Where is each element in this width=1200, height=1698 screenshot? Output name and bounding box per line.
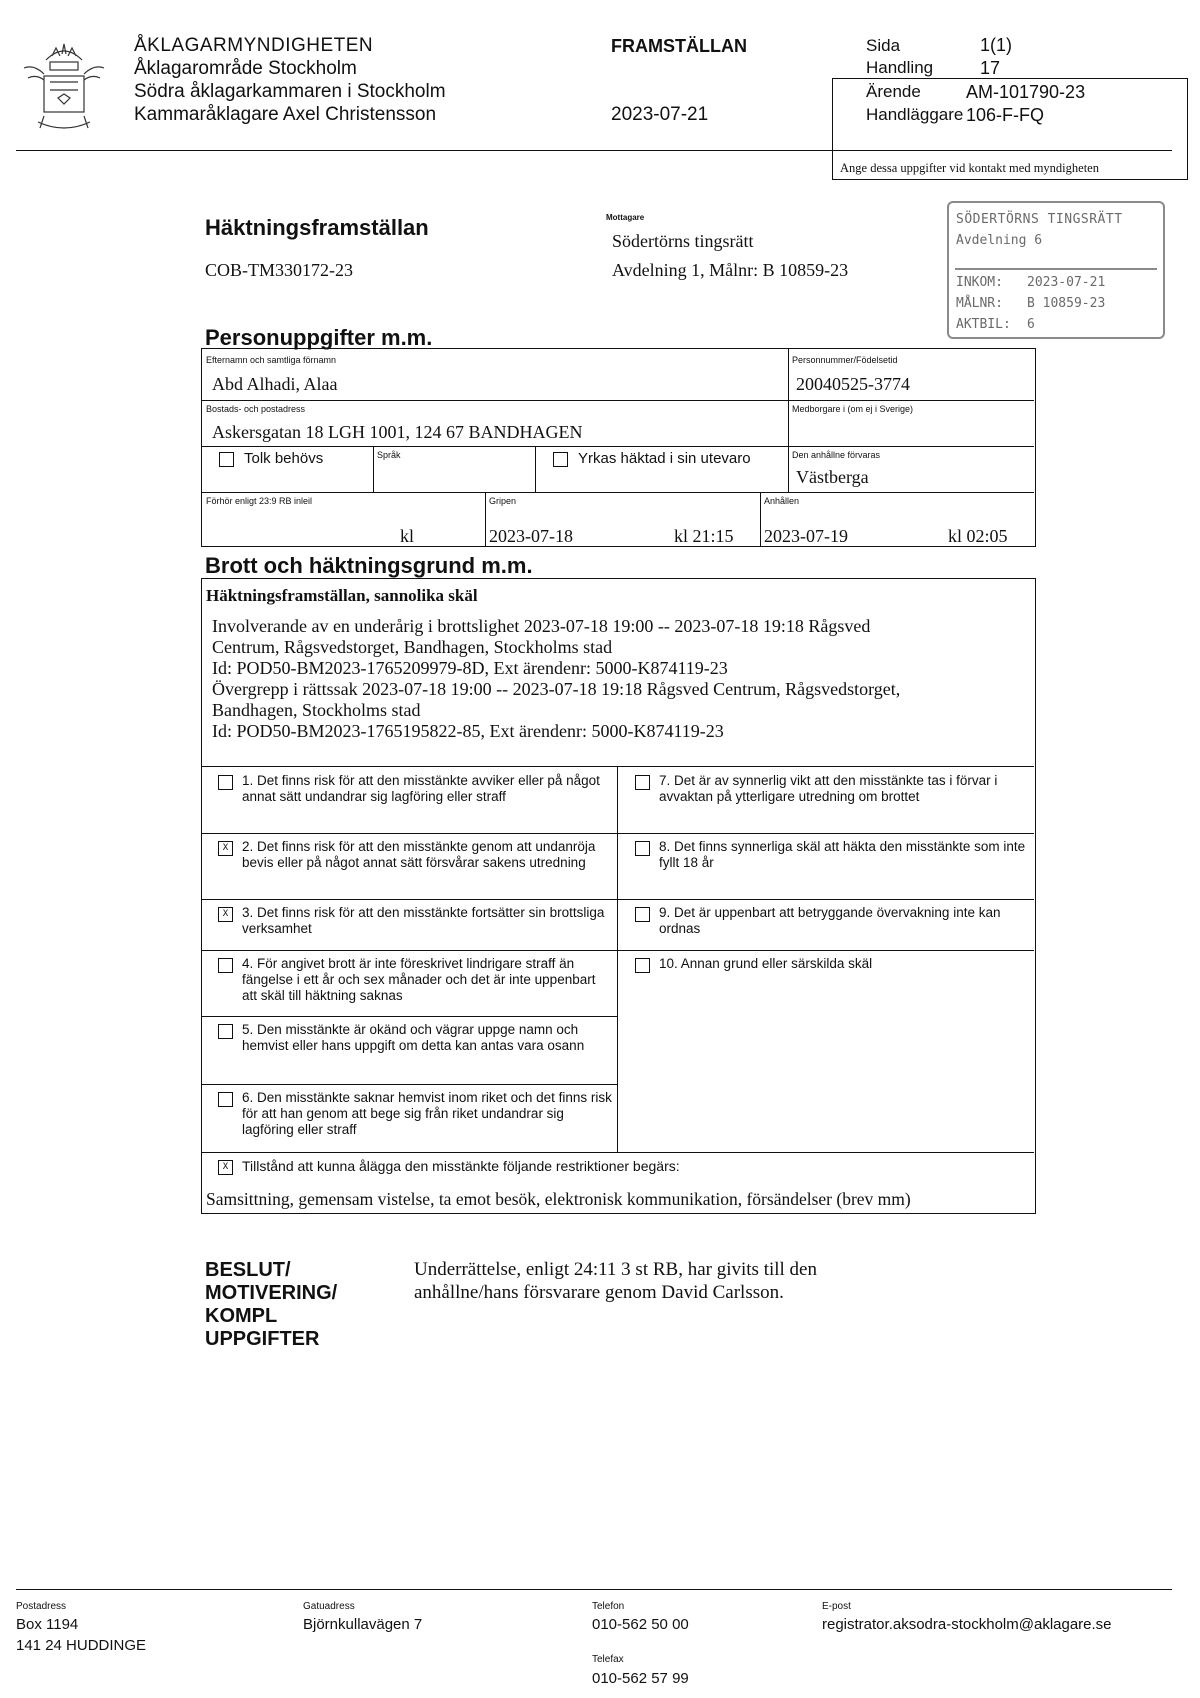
meta-label-case: Ärende [866,82,921,101]
court-received-stamp [947,201,1165,339]
id-label: Personnummer/Födelsetid [792,355,898,365]
language-label: Språk [377,450,401,460]
held-value: Västberga [796,467,869,487]
recipient-division: Avdelning 1, Målnr: B 10859-23 [612,260,849,280]
meta-label-page: Sida [866,36,901,55]
meta-value-page: 1(1) [980,35,1013,55]
personal-data-table [201,348,1036,547]
arrested-date: 2023-07-19 [764,526,848,546]
seized-time: kl 21:15 [674,526,734,546]
meta-label-handler: Handläggare [866,105,964,124]
contact-note: Ange dessa uppgifter vid kontakt med myndigheten [840,161,1099,175]
stamp-label-received: INKOM: [956,275,1003,290]
agency-name: ÅKLAGARMYNDIGHETEN [134,35,374,56]
ground-10-text: 10. Annan grund eller särskilda skäl [659,956,873,971]
ground-1-text: 1. Det finns risk för att den misstänkte avviker eller på något annat sätt undandrar sig lagföring eller straff [242,773,600,804]
recipient-court: Södertörns tingsrätt [612,231,754,251]
meta-value-document: 17 [980,58,1001,78]
footer-phone: 010-562 50 00 [592,1616,689,1633]
decision-label: BESLUT/ MOTIVERING/ KOMPL UPPGIFTER [205,1259,338,1350]
interpreter-checkbox[interactable] [219,452,234,467]
ground-2-checkbox[interactable]: X [218,841,233,856]
crime-line-1: Involverande av en underårig i brottslighet 2023-07-18 19:00 -- 2023-07-18 19:18 Rågsved [212,616,871,636]
absentia-checkbox[interactable] [553,452,568,467]
agency-prosecutor: Kammaråklagare Axel Christensson [134,104,437,125]
address-value: Askersgatan 18 LGH 1001, 124 67 BANDHAGEN [212,422,583,442]
id-value: 20040525-3774 [796,374,910,394]
ground-3-text: 3. Det finns risk för att den misstänkte fortsätter sin brottsliga verksamhet [242,905,605,936]
held-label: Den anhållne förvaras [792,450,881,460]
ground-5-checkbox[interactable] [218,1024,233,1039]
ground-10-checkbox[interactable] [635,958,650,973]
ground-4-checkbox[interactable] [218,958,233,973]
stamp-value-case: B 10859-23 [1027,296,1106,311]
crime-heading: Häktningsframställan, sannolika skäl [206,586,478,605]
footer-fax-label: Telefax [592,1654,624,1665]
citizen-label: Medborgare i (om ej i Sverige) [792,404,914,414]
stamp-court: SÖDERTÖRNS TINGSRÄTT [956,212,1123,227]
crime-line-2: Centrum, Rågsvedstorget, Bandhagen, Stockholms stad [212,637,613,657]
footer-street-label: Gatuadress [303,1601,355,1612]
stamp-label-exhibit: AKTBIL: [956,317,1011,332]
header-divider [16,150,1172,151]
ground-9-text: 9. Det är uppenbart att betryggande övervakning inte kan ordnas [659,905,1001,936]
ground-8-checkbox[interactable] [635,841,650,856]
footer-postal-line-1: Box 1194 [16,1616,79,1633]
meta-value-case: AM-101790-23 [966,82,1086,102]
crime-line-3: Id: POD50-BM2023-1765209979-8D, Ext ärendenr: 5000-K874119-23 [212,658,728,678]
footer-email[interactable]: registrator.aksodra-stockholm@aklagare.se [822,1616,1112,1633]
crime-line-5: Bandhagen, Stockholms stad [212,700,421,720]
footer-email-label: E-post [822,1601,851,1612]
footer-fax: 010-562 57 99 [592,1670,689,1687]
ground-4-text: 4. För angivet brott är inte föreskrivet lindrigare straff än fängelse i ett år och sex månader och det är inte uppenbart att skäl till häktning saknas [242,956,596,1003]
ground-3-checkbox[interactable]: X [218,907,233,922]
footer-street: Björnkullavägen 7 [303,1616,423,1633]
crime-section-title: Brott och häktningsgrund m.m. [205,553,533,578]
document-date: 2023-07-21 [611,104,709,125]
document-type: FRAMSTÄLLAN [611,36,747,56]
interrogation-time: kl [400,526,415,546]
ground-1-checkbox[interactable] [218,775,233,790]
restriction-checkbox[interactable]: X [218,1160,233,1175]
restriction-label: Tillstånd att kunna ålägga den misstänkte följande restriktioner begärs: [242,1158,680,1174]
stamp-value-received: 2023-07-21 [1027,275,1106,290]
ground-7-checkbox[interactable] [635,775,650,790]
seized-date: 2023-07-18 [489,526,573,546]
stamp-value-exhibit: 6 [1027,317,1035,332]
stamp-label-case: MÅLNR: [956,296,1003,311]
ground-6-text: 6. Den misstänkte saknar hemvist inom riket och det finns risk för att han genom att bege sig från riket undandrar sig lagföring eller straff [242,1090,612,1137]
ground-9-checkbox[interactable] [635,907,650,922]
ground-5-text: 5. Den misstänkte är okänd och vägrar uppge namn och hemvist eller hans uppgift om detta kan antas vara osann [242,1022,585,1053]
arrested-label: Anhållen [764,496,800,506]
agency-area: Åklagarområde Stockholm [134,58,357,79]
footer-postal-label: Postadress [16,1601,67,1612]
stamp-division: Avdelning 6 [956,233,1043,248]
footer-postal-line-2: 141 24 HUDDINGE [16,1637,147,1654]
interpreter-label: Tolk behövs [244,450,324,467]
arrested-time: kl 02:05 [948,526,1008,546]
form-reference: COB-TM330172-23 [205,260,353,280]
ground-6-checkbox[interactable] [218,1092,233,1107]
ground-2-text: 2. Det finns risk för att den misstänkte genom att undanröja bevis eller på något annat sätt försvårar sakens utredning [242,839,596,870]
footer-phone-label: Telefon [592,1601,625,1612]
crime-line-4: Övergrepp i rättssak 2023-07-18 19:00 -- 2023-07-18 19:18 Rågsved Centrum, Rågsvedstorget, [212,679,901,699]
stamp-divider [955,268,1157,270]
ground-7-text: 7. Det är av synnerlig vikt att den misstänkte tas i förvar i avvaktan på ytterligare utredning om brottet [659,773,998,804]
decision-text: Underrättelse, enligt 24:11 3 st RB, har givits till den anhållne/hans försvarare genom David Carlsson. [414,1259,817,1303]
interrogation-label: Förhör enligt 23:9 RB inleil [206,496,313,506]
name-value: Abd Alhadi, Alaa [212,374,338,394]
meta-label-document: Handling [866,58,934,77]
personal-section-title: Personuppgifter m.m. [205,325,433,350]
restriction-list: Samsittning, gemensam vistelse, ta emot besök, elektronisk kommunikation, försändelser (brev mm) [206,1189,911,1209]
agency-emblem-icon [14,38,114,138]
crime-line-6: Id: POD50-BM2023-1765195822-85, Ext ärendenr: 5000-K874119-23 [212,721,724,741]
form-title: Häktningsframställan [205,215,429,240]
name-label: Efternamn och samtliga förnamn [206,355,337,365]
ground-8-text: 8. Det finns synnerliga skäl att häkta den misstänkte som inte fyllt 18 år [659,839,1026,870]
seized-label: Gripen [489,496,517,506]
recipient-label: Mottagare [606,213,645,222]
agency-chamber: Södra åklagarkammaren i Stockholm [134,81,446,102]
footer-divider [16,1589,1172,1590]
meta-value-handler: 106-F-FQ [966,105,1045,125]
grounds-table [201,578,1036,1214]
absentia-label: Yrkas häktad i sin utevaro [578,450,751,467]
address-label: Bostads- och postadress [206,404,306,414]
